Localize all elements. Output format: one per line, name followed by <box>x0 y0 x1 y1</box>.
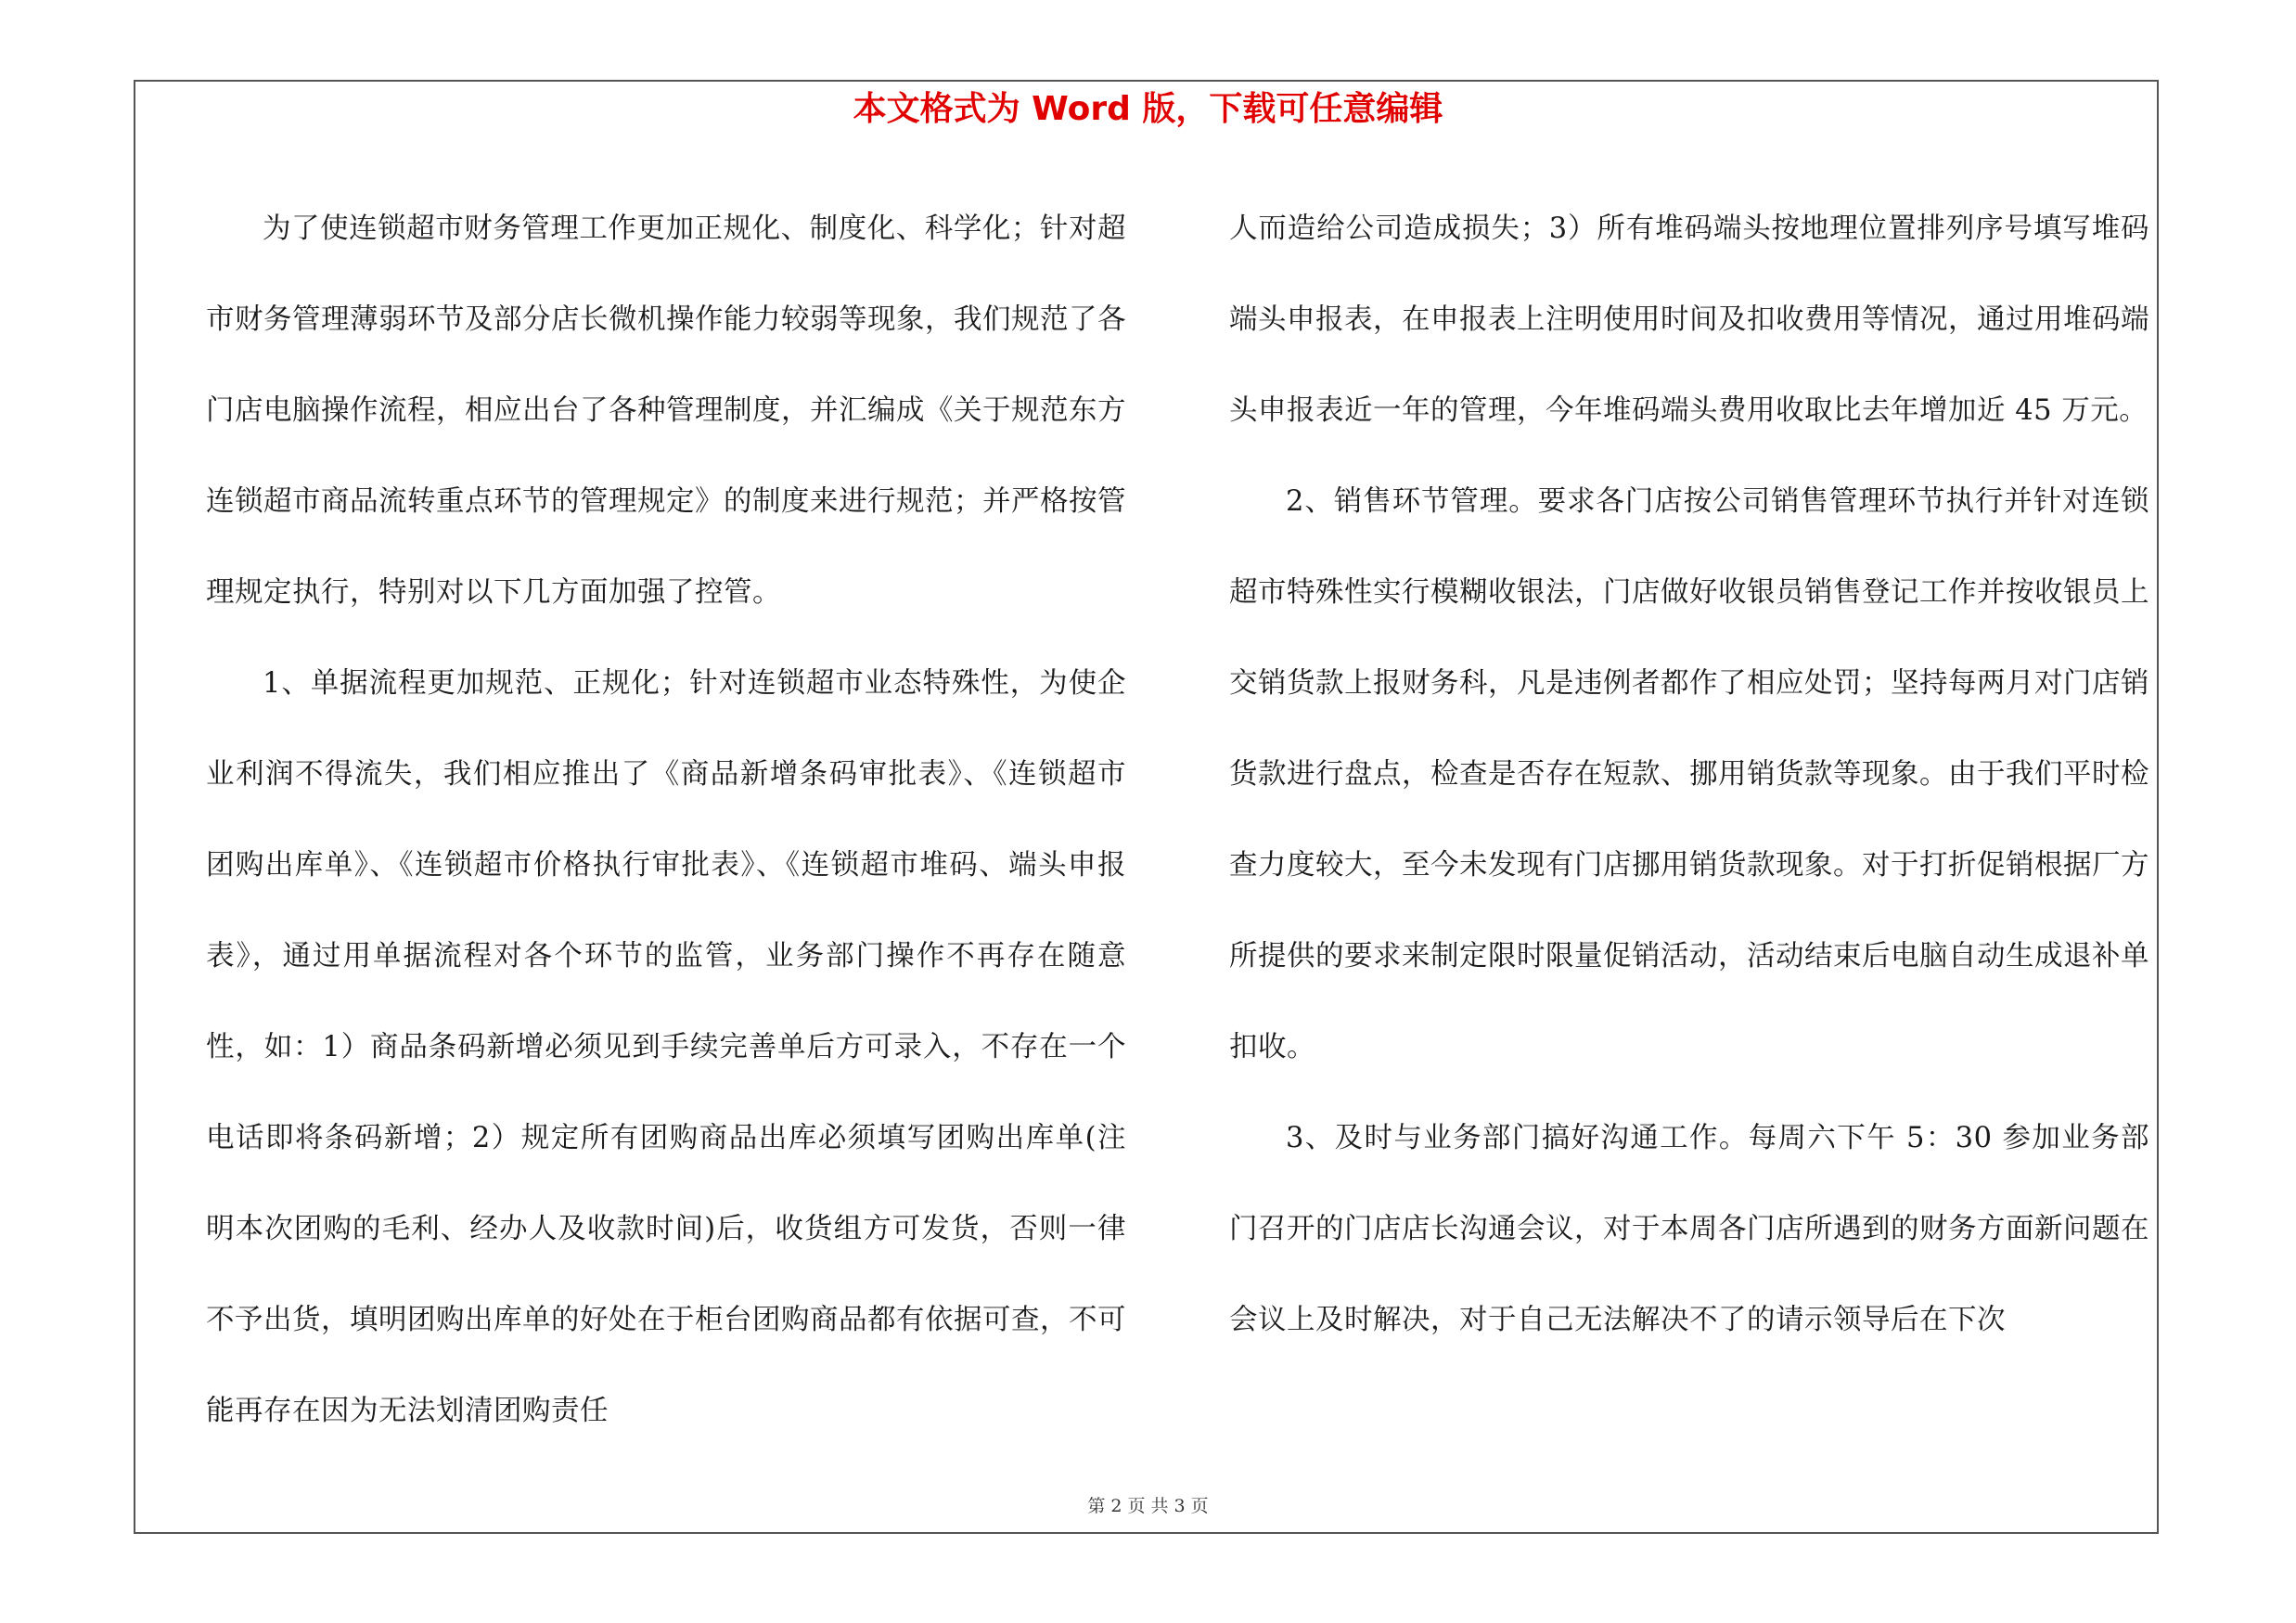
paragraph-section-2: 2、销售环节管理。要求各门店按公司销售管理环节执行并针对连锁超市特殊性实行模糊收银法，门店做好收银员销售登记工作并按收银员上交销货款上报财务科，凡是违例者都作了相应处罚；坚持每两月对门店销货款进行盘点，检查是否存在短款、挪用销货款等现象。由于我们平时检查力度较大，至今未发现有门店挪用销货款现象。对于打折促销根据厂方所提供的要求来制定限时限量促销活动，活动结束后电脑自动生成退补单扣收。 <box>1229 485 2149 1063</box>
right-column <box>1229 184 2149 1366</box>
page-number-footer: 第 2 页 共 3 页 <box>1087 1496 1209 1516</box>
paragraph-section-1: 1、单据流程更加规范、正规化；针对连锁超市业态特殊性，为使企业利润不得流失，我们相应推出了《商品新增条码审批表》、《连锁超市团购出库单》、《连锁超市价格执行审批表》、《连锁超市堆码、端头申报表》，通过用单据流程对各个环节的监管，业务部门操作不再存在随意性，如：1）商品条码新增必须见到手续完善单后方可录入，不存在一个电话即将条码新增；2）规定所有团购商品出库必须填写团购出库单(注明本次团购的毛利、经办人及收款时间)后，收货组方可发货，否则一律不予出货，填明团购出库单的好处在于柜台团购商品都有依据可查，不可能再存在因为无法划清团购责任 <box>206 667 1126 1427</box>
left-column <box>206 184 1126 1457</box>
format-banner: 本文格式为 Word 版，下载可任意编辑 <box>853 90 1443 128</box>
paragraph-section-3: 3、及时与业务部门搞好沟通工作。每周六下午 5：30 参加业务部门召开的门店店长沟通会议，对于本周各门店所遇到的财务方面新问题在会议上及时解决，对于自己无法解决不了的请示领导后在下次 <box>1229 1122 2149 1336</box>
paragraph-section-1-continued: 人而造给公司造成损失；3）所有堆码端头按地理位置排列序号填写堆码端头申报表，在申报表上注明使用时间及扣收费用等情况，通过用堆码端头申报表近一年的管理，今年堆码端头费用收取比去年增加近 45 万元。 <box>1229 213 2149 427</box>
paragraph-intro: 为了使连锁超市财务管理工作更加正规化、制度化、科学化；针对超市财务管理薄弱环节及部分店长微机操作能力较弱等现象，我们规范了各门店电脑操作流程，相应出台了各种管理制度，并汇编成《关于规范东方连锁超市商品流转重点环节的管理规定》的制度来进行规范；并严格按管理规定执行，特别对以下几方面加强了控管。 <box>206 213 1126 609</box>
